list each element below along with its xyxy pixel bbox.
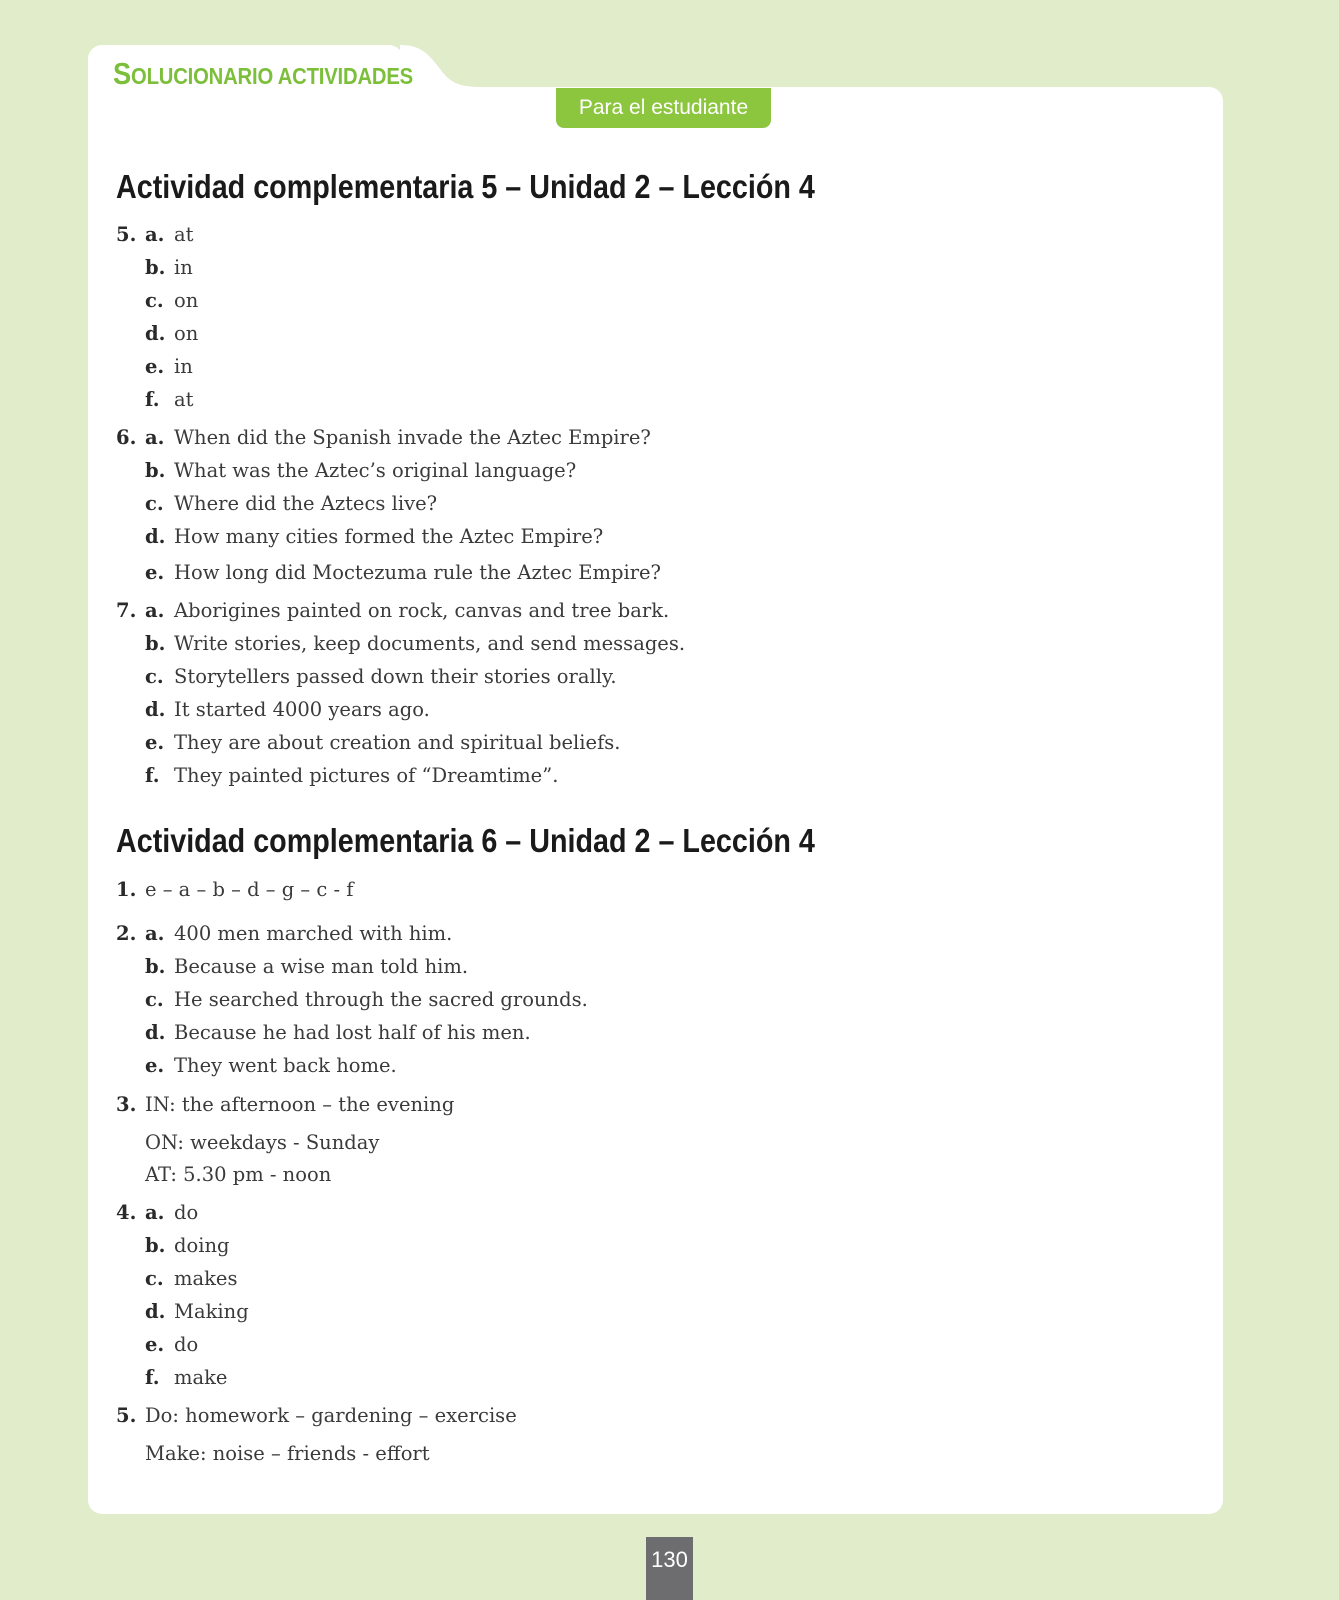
section-title-5: Actividad complementaria 5 – Unidad 2 – Lección 4	[116, 168, 815, 205]
section-title-6: Actividad complementaria 6 – Unidad 2 – Lección 4	[116, 822, 815, 859]
audience-badge: Para el estudiante	[556, 88, 771, 128]
page-number: 130	[646, 1537, 693, 1600]
header-title: SOLUCIONARIO ACTIVIDADES	[113, 56, 413, 91]
content-card	[88, 87, 1223, 1514]
